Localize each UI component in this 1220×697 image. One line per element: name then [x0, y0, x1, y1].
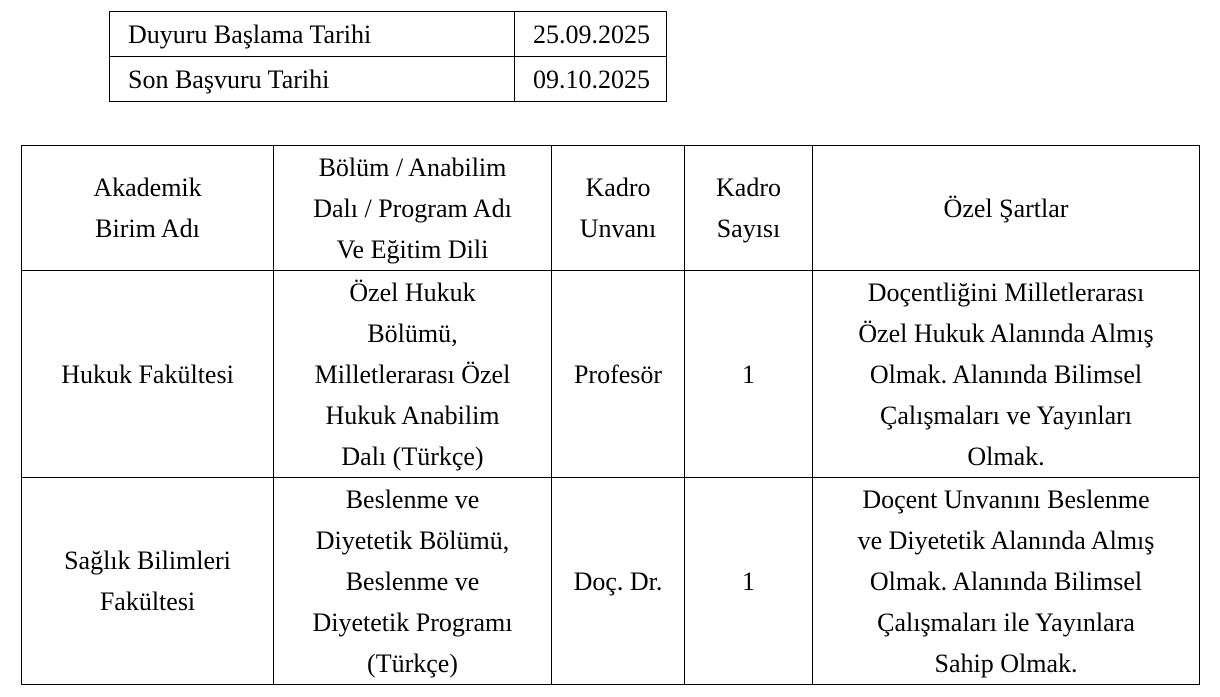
cell-unit — [22, 271, 274, 478]
header-line: Akademik — [93, 173, 202, 202]
cell-line: Fakültesi — [99, 587, 196, 616]
deadline-value: 09.10.2025 — [515, 57, 667, 102]
table-row — [110, 57, 667, 102]
cell-line: Beslenme ve — [345, 566, 480, 596]
header-line: Sayısı — [716, 214, 781, 243]
cell-line: Çalışmaları ile Yayınlara — [877, 607, 1135, 637]
header-line: Birim Adı — [95, 214, 200, 243]
table-row — [110, 12, 667, 57]
header-line: Dalı / Program Adı — [313, 193, 512, 223]
header-count — [685, 146, 813, 271]
cell-count — [685, 271, 813, 478]
cell-requirements — [813, 271, 1200, 478]
header-department — [274, 146, 552, 271]
start-date-label: Duyuru Başlama Tarihi — [110, 12, 515, 57]
cell-line: Özel Hukuk Alanında Almış — [858, 318, 1154, 348]
table-header-row — [22, 146, 1200, 271]
cell-line: ve Diyetetik Alanında Almış — [857, 525, 1155, 555]
table-row — [22, 271, 1200, 478]
cell-line: Sağlık Bilimleri — [64, 546, 231, 575]
cell-title — [552, 478, 685, 685]
cell-line: Olmak. — [967, 441, 1045, 471]
cell-line: Diyetetik Programı — [312, 607, 513, 637]
cell-department — [274, 478, 552, 685]
header-line: Ve Eğitim Dili — [336, 234, 489, 264]
cell-line: Diyetetik Bölümü, — [315, 525, 510, 555]
cell-line: Doçentliğini Milletlerarası — [867, 277, 1145, 307]
header-line: Kadro — [585, 173, 651, 202]
academic-positions-table — [21, 145, 1200, 685]
table-row — [22, 478, 1200, 685]
header-title — [552, 146, 685, 271]
cell-line: Hukuk Anabilim — [325, 400, 500, 430]
header-line: Kadro — [716, 173, 781, 202]
cell-line: Doçent Unvanını Beslenme — [862, 484, 1150, 514]
deadline-label: Son Başvuru Tarihi — [110, 57, 515, 102]
announcement-dates-table — [109, 11, 667, 102]
header-requirements — [813, 146, 1200, 271]
cell-line: Beslenme ve — [345, 484, 480, 514]
cell-line: 1 — [742, 566, 755, 596]
cell-department — [274, 271, 552, 478]
cell-line: (Türkçe) — [367, 648, 458, 678]
cell-line: Olmak. Alanında Bilimsel — [869, 566, 1143, 596]
cell-count — [685, 478, 813, 685]
cell-title — [552, 271, 685, 478]
cell-requirements — [813, 478, 1200, 685]
cell-line: Özel Hukuk — [349, 277, 476, 307]
cell-line: Hukuk Fakültesi — [61, 359, 234, 389]
start-date-value: 25.09.2025 — [515, 12, 667, 57]
header-unit — [22, 146, 274, 271]
cell-line: Doç. Dr. — [573, 566, 663, 596]
cell-line: Profesör — [573, 359, 663, 389]
cell-line: 1 — [742, 359, 755, 389]
cell-line: Milletlerarası Özel — [314, 359, 511, 389]
header-line: Özel Şartlar — [943, 193, 1069, 223]
header-line: Bölüm / Anabilim — [318, 152, 507, 182]
header-line: Unvanı — [579, 214, 657, 243]
cell-unit — [22, 478, 274, 685]
cell-line: Sahip Olmak. — [934, 648, 1078, 678]
cell-line: Olmak. Alanında Bilimsel — [869, 359, 1143, 389]
cell-line: Bölümü, — [367, 318, 458, 348]
cell-line: Dalı (Türkçe) — [341, 441, 484, 471]
cell-line: Çalışmaları ve Yayınları — [879, 400, 1132, 430]
